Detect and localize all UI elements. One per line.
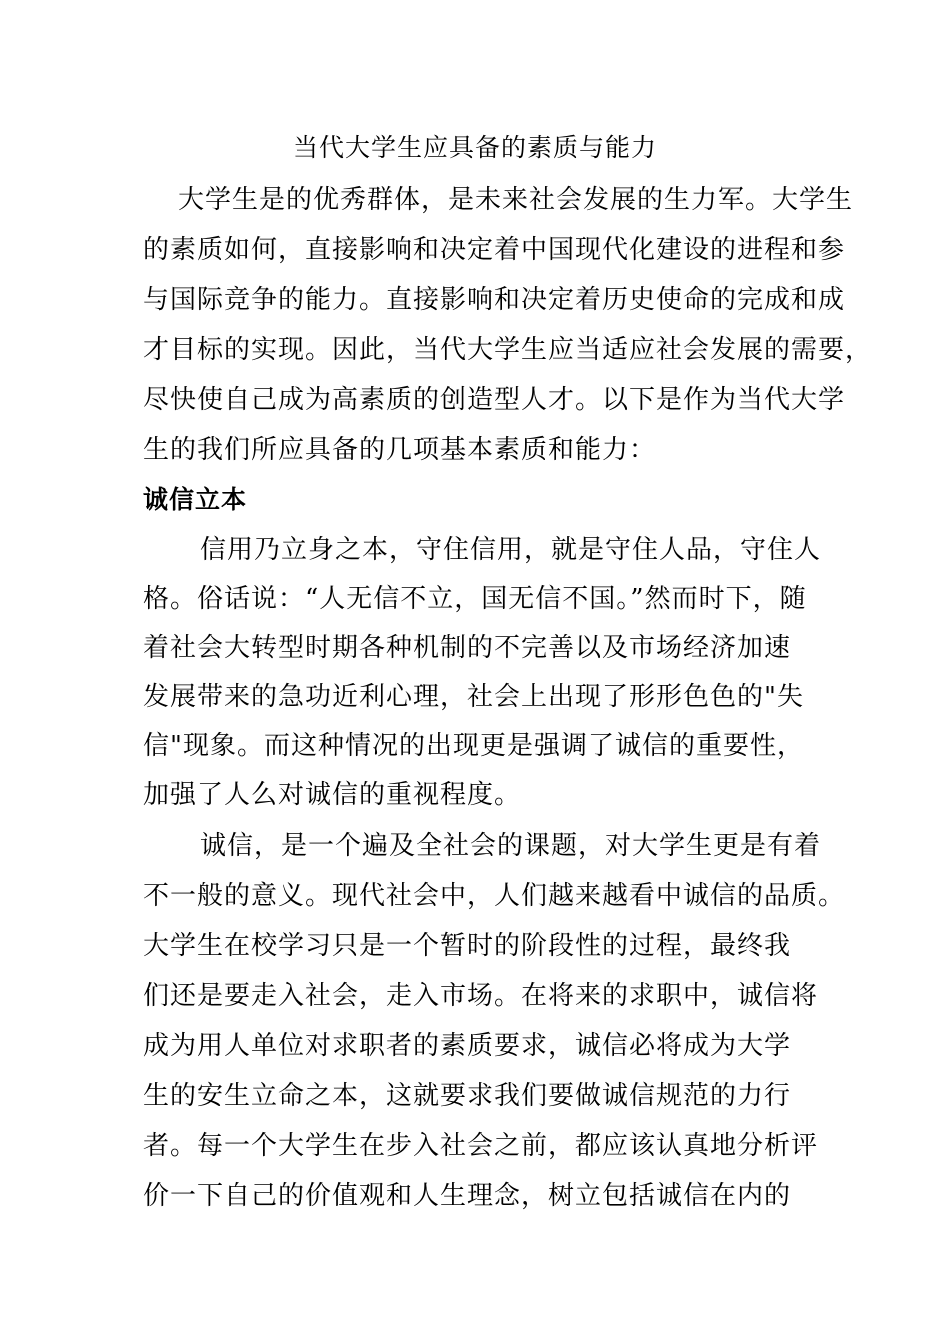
paragraph-line: 们还是要走入社会，走入市场。在将来的求职中，诚信将 (143, 981, 819, 1011)
paragraph-line: 生的安生立命之本，这就要求我们要做诚信规范的力行 (143, 1081, 792, 1111)
paragraph-line: 诚信，是一个遍及全社会的课题，对大学生更是有着 (200, 831, 822, 861)
paragraph-line: 格。俗话说：“人无信不立，国无信不国。”然而时下，随 (143, 584, 807, 614)
document-title: 当代大学生应具备的素质与能力 (292, 133, 657, 162)
intro-line: 的素质如何，直接影响和决定着中国现代化建设的进程和参 (143, 235, 846, 265)
intro-line: 生的我们所应具备的几项基本素质和能力： (143, 435, 657, 465)
paragraph-line: 者。每一个大学生在步入社会之前，都应该认真地分析评 (143, 1131, 819, 1161)
intro-line: 才目标的实现。因此，当代大学生应当适应社会发展的需要， (143, 335, 873, 365)
paragraph-line: 发展带来的急功近利心理，社会上出现了形形色色的"失 (143, 682, 804, 712)
section-heading: 诚信立本 (143, 485, 248, 514)
paragraph-line: 信用乃立身之本，守住信用，就是守住人品，守住人 (200, 535, 822, 565)
intro-line: 大学生是的优秀群体，是未来社会发展的生力军。大学生 (178, 185, 854, 215)
paragraph-line: 信"现象。而这种情况的出现更是强调了诚信的重要性， (143, 731, 804, 761)
paragraph-line: 成为用人单位对求职者的素质要求，诚信必将成为大学 (143, 1031, 792, 1061)
paragraph-line: 不一般的意义。现代社会中，人们越来越看中诚信的品质。 (143, 881, 846, 911)
paragraph-line: 大学生在校学习只是一个暂时的阶段性的过程，最终我 (143, 931, 792, 961)
intro-line: 尽快使自己成为高素质的创造型人才。以下是作为当代大学 (143, 385, 846, 415)
paragraph-line: 着社会大转型时期各种机制的不完善以及市场经济加速 (143, 633, 792, 663)
paragraph-line: 价一下自己的价值观和人生理念，树立包括诚信在内的 (143, 1181, 792, 1211)
intro-line: 与国际竞争的能力。直接影响和决定着历史使命的完成和成 (143, 285, 846, 315)
paragraph-line: 加强了人么对诚信的重视程度。 (143, 780, 522, 810)
